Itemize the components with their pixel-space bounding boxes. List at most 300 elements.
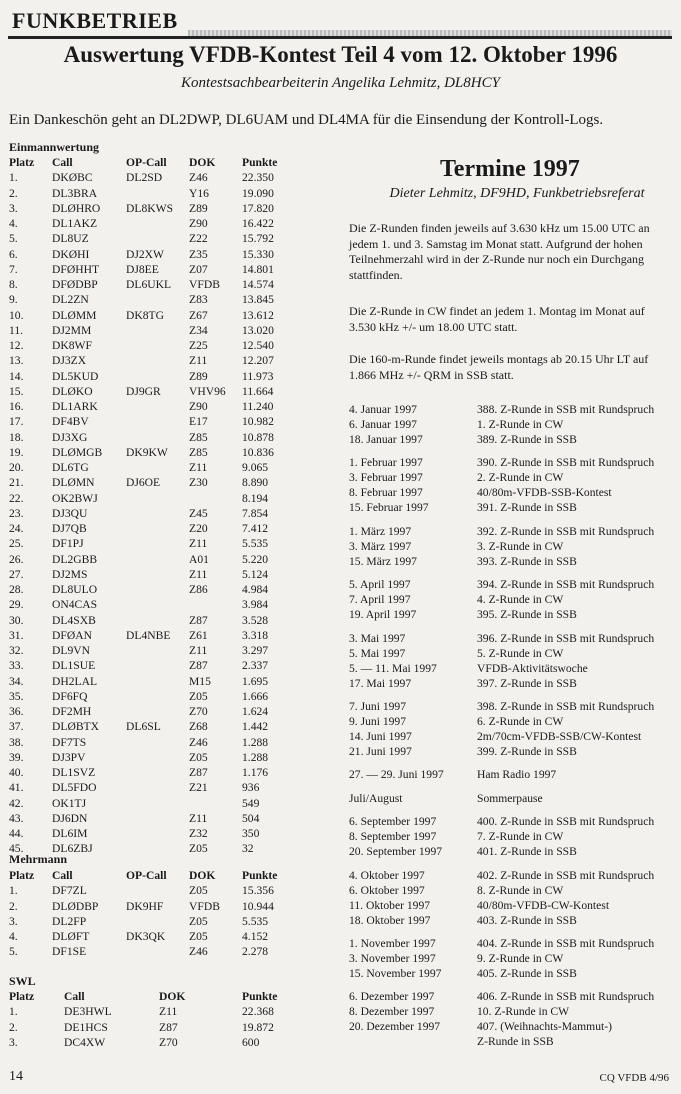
- table-cell: DL9VN: [52, 644, 90, 657]
- table-cell: 3.: [9, 201, 18, 215]
- table-cell: 8.890: [242, 476, 269, 490]
- schedule-date: 20. Dezember 1997: [349, 1020, 441, 1034]
- column-header: DOK: [159, 990, 186, 1003]
- schedule-event: 396. Z-Runde in SSB mit Rundspruch: [477, 631, 655, 645]
- column-header: Call: [52, 156, 73, 169]
- table-cell: Z11: [189, 461, 208, 474]
- schedule-event: 2. Z-Runde in CW: [477, 471, 564, 485]
- table-cell: VFDB: [189, 899, 220, 913]
- table-cell: Z11: [189, 354, 208, 368]
- schedule-date: 5. April 1997: [349, 578, 411, 592]
- table-cell: DJ6DN: [52, 811, 88, 825]
- schedule-event: 8. Z-Runde in CW: [477, 883, 564, 897]
- schedule-date: 6. Dezember 1997: [349, 990, 435, 1004]
- table-cell: DF4BV: [52, 415, 89, 429]
- table-cell: 15.356: [242, 884, 274, 898]
- table-cell: 3.297: [242, 644, 269, 657]
- table-cell: 28.: [9, 583, 24, 596]
- table-cell: Z11: [189, 567, 208, 581]
- table-cell: DJ9GR: [126, 384, 161, 398]
- table-cell: DL1SVZ: [52, 766, 96, 779]
- schedule-event: 389. Z-Runde in SSB: [477, 433, 577, 446]
- table-cell: 3.528: [242, 613, 269, 627]
- table-cell: 40.: [9, 766, 24, 779]
- table-cell: 23.: [9, 506, 24, 520]
- schedule-date: 4. Oktober 1997: [349, 868, 425, 882]
- table-cell: 31.: [9, 628, 24, 642]
- table-cell: Z61: [189, 628, 208, 642]
- table-cell: DJ8EE: [126, 262, 159, 276]
- page-title: Auswertung VFDB-Kontest Teil 4 vom 12. Oktober 1996: [63, 42, 618, 67]
- table-cell: DJ3PV: [52, 750, 86, 764]
- table-cell: 22.368: [242, 1005, 274, 1019]
- table-cell: DLØKO: [52, 384, 93, 398]
- schedule-date: 20. September 1997: [349, 845, 443, 859]
- schedule-date: 27. — 29. Juni 1997: [349, 768, 444, 782]
- intro-text: Ein Dankeschön geht an DL2DWP, DL6UAM und DL4MA für die Einsendung der Kontroll-Logs.: [9, 112, 604, 128]
- table-cell: DK9HF: [126, 899, 164, 913]
- column-header: Platz: [9, 990, 35, 1003]
- table-cell: 3.: [9, 1035, 18, 1049]
- table-cell: DL6UKL: [126, 278, 172, 291]
- table-cell: DK8WF: [52, 339, 92, 352]
- table-cell: DL3BRA: [52, 186, 98, 200]
- table-cell: 12.: [9, 339, 24, 352]
- schedule-date: 18. Januar 1997: [349, 433, 423, 446]
- schedule-event: 6. Z-Runde in CW: [477, 714, 564, 728]
- schedule-event: 40/80m-VFDB-CW-Kontest: [477, 898, 610, 912]
- table-cell: 16.: [9, 400, 24, 413]
- table-cell: 21.: [9, 476, 24, 490]
- table-cell: DL2GBB: [52, 552, 98, 566]
- schedule-date: Juli/August: [349, 791, 403, 805]
- table-cell: Z25: [189, 339, 208, 352]
- table-cell: 4.: [9, 217, 18, 230]
- schedule-event: 394. Z-Runde in SSB mit Rundspruch: [477, 578, 655, 592]
- table-cell: Z20: [189, 522, 208, 535]
- schedule-date: 1. Februar 1997: [349, 456, 423, 470]
- schedule-event: 403. Z-Runde in SSB: [477, 913, 577, 927]
- table-cell: 32.: [9, 644, 24, 657]
- termine-subtitle: Dieter Lehmitz, DF9HD, Funkbetriebsreferat: [389, 186, 645, 201]
- schedule-date: 3. Februar 1997: [349, 471, 423, 485]
- schedule-event: 399. Z-Runde in SSB: [477, 744, 577, 758]
- column-header: Punkte: [242, 990, 278, 1003]
- table-cell: 549: [242, 796, 260, 810]
- table-cell: 12.540: [242, 339, 274, 352]
- table-cell: M15: [189, 674, 211, 688]
- table-cell: 2.: [9, 899, 18, 913]
- table-cell: DLØDBP: [52, 899, 99, 913]
- column-header: DOK: [189, 869, 216, 882]
- table-cell: Z46: [189, 735, 208, 749]
- table-cell: DJ6OE: [126, 476, 161, 490]
- table-cell: 1.666: [242, 689, 269, 703]
- table-cell: DC4XW: [64, 1035, 106, 1049]
- table-cell: Z70: [159, 1035, 178, 1049]
- schedule-event: 398. Z-Runde in SSB mit Rundspruch: [477, 699, 655, 713]
- table-cell: DF1PJ: [52, 537, 84, 551]
- schedule-event: VFDB-Aktivitätswoche: [477, 661, 588, 675]
- schedule-date: 9. Juni 1997: [349, 714, 407, 728]
- table-cell: 9.: [9, 293, 18, 307]
- table-cell: DF2MH: [52, 705, 92, 718]
- table-cell: 41.: [9, 781, 24, 795]
- table-cell: Z05: [189, 750, 208, 764]
- table-cell: 33.: [9, 659, 24, 673]
- table-cell: DE1HCS: [64, 1020, 108, 1034]
- table-cell: 44.: [9, 827, 24, 840]
- table-cell: 1.442: [242, 720, 269, 734]
- schedule-event: Sommerpause: [477, 791, 543, 805]
- table-cell: Z11: [189, 644, 208, 657]
- column-header: Call: [64, 990, 85, 1003]
- table-cell: Z87: [189, 659, 208, 673]
- table-cell: DL8KWS: [126, 201, 174, 215]
- table-cell: Z87: [189, 766, 208, 779]
- table-cell: DL6IM: [52, 827, 88, 840]
- table-cell: VFDB: [189, 278, 220, 291]
- table-cell: 4.152: [242, 930, 269, 943]
- table-cell: DL5FDO: [52, 781, 97, 795]
- table-cell: 8.194: [242, 491, 269, 505]
- schedule-date: 3. November 1997: [349, 951, 436, 965]
- table-cell: 4.984: [242, 583, 269, 596]
- schedule-date: 1. November 1997: [349, 936, 436, 950]
- table-cell: 20.: [9, 461, 24, 474]
- page-subtitle: Kontestsachbearbeiterin Angelika Lehmitz, DL8HCY: [181, 75, 500, 91]
- table-cell: 7.412: [242, 522, 269, 535]
- table-cell: DLØHRO: [52, 201, 101, 215]
- table-cell: 30.: [9, 613, 24, 627]
- table-cell: 600: [242, 1035, 260, 1049]
- table-cell: DL4NBE: [126, 628, 171, 642]
- table-cell: DK3QK: [126, 930, 166, 943]
- table-cell: DLØBTX: [52, 720, 100, 734]
- schedule-event: 391. Z-Runde in SSB: [477, 501, 577, 515]
- table-cell: Z46: [189, 171, 208, 185]
- table-cell: DL1SUE: [52, 659, 96, 673]
- table-cell: Z05: [189, 884, 208, 898]
- table-cell: DL6TG: [52, 461, 89, 474]
- einmann-title: Einmannwertung: [9, 140, 100, 154]
- table-cell: 11.664: [242, 384, 274, 398]
- table-cell: DL1ARK: [52, 400, 98, 413]
- table-cell: DLØFT: [52, 930, 90, 943]
- table-cell: DL6ZBJ: [52, 842, 93, 856]
- schedule-event: 10. Z-Runde in CW: [477, 1005, 570, 1019]
- table-cell: 4.: [9, 930, 18, 943]
- schedule-event: 388. Z-Runde in SSB mit Rundspruch: [477, 403, 655, 416]
- table-cell: OK1TJ: [52, 796, 87, 810]
- table-cell: Z30: [189, 476, 208, 490]
- schedule-date: 19. April 1997: [349, 608, 417, 622]
- table-cell: 5.535: [242, 537, 269, 551]
- table-cell: Z11: [189, 537, 208, 551]
- table-cell: Z32: [189, 827, 208, 840]
- column-header: Punkte: [242, 869, 278, 882]
- table-cell: 17.: [9, 415, 24, 429]
- table-cell: Z21: [189, 781, 208, 795]
- table-cell: 10.: [9, 308, 24, 322]
- table-cell: 43.: [9, 811, 24, 825]
- table-cell: DJ3QU: [52, 506, 88, 520]
- table-cell: 1.: [9, 884, 18, 898]
- table-cell: DFØAN: [52, 628, 92, 642]
- table-cell: 2.: [9, 1020, 18, 1034]
- table-cell: DL2SD: [126, 171, 163, 185]
- schedule-event: 400. Z-Runde in SSB mit Rundspruch: [477, 815, 655, 829]
- table-cell: DL8UZ: [52, 232, 89, 246]
- termine-para-3: Die 160-m-Runde findet jeweils montags ab 20.15 Uhr LT auf 1.866 MHz +/- QRM in SSB statt.: [349, 352, 649, 382]
- table-cell: DL5KUD: [52, 369, 99, 383]
- table-cell: ON4CAS: [52, 598, 98, 612]
- schedule-event: 401. Z-Runde in SSB: [477, 845, 577, 859]
- column-header: Platz: [9, 156, 35, 169]
- table-cell: 1.695: [242, 674, 269, 688]
- table-cell: DL1AKZ: [52, 217, 98, 230]
- table-cell: 13.: [9, 354, 24, 368]
- schedule-event: 40/80m-VFDB-SSB-Kontest: [477, 486, 612, 500]
- schedule-event: 3. Z-Runde in CW: [477, 539, 564, 553]
- table-cell: Z85: [189, 445, 208, 459]
- schedule-event: 395. Z-Runde in SSB: [477, 608, 577, 622]
- schedule-event: 393. Z-Runde in SSB: [477, 554, 577, 568]
- schedule-date: 6. Oktober 1997: [349, 883, 425, 897]
- table-cell: 13.612: [242, 308, 274, 322]
- table-cell: Z83: [189, 293, 208, 307]
- table-cell: 1.: [9, 171, 18, 185]
- schedule-date: 15. November 1997: [349, 966, 442, 980]
- schedule-date: 15. Februar 1997: [349, 501, 429, 515]
- table-cell: E17: [189, 415, 208, 429]
- schedule-event: 5. Z-Runde in CW: [477, 646, 564, 660]
- table-cell: 22.350: [242, 171, 274, 185]
- schedule-event: 405. Z-Runde in SSB: [477, 966, 577, 980]
- table-cell: 11.: [9, 323, 24, 337]
- schedule-date: 18. Oktober 1997: [349, 913, 431, 927]
- table-cell: DF7TS: [52, 735, 87, 749]
- schedule-date: 6. September 1997: [349, 815, 437, 829]
- table-cell: 37.: [9, 720, 24, 734]
- table-cell: 5.: [9, 945, 18, 959]
- table-cell: DF6FQ: [52, 689, 88, 703]
- table-cell: Z07: [189, 262, 208, 276]
- table-cell: Z45: [189, 506, 208, 520]
- column-header: Punkte: [242, 156, 278, 169]
- table-cell: DL2ZN: [52, 293, 89, 307]
- table-cell: 3.984: [242, 598, 269, 612]
- table-cell: 32: [242, 842, 254, 856]
- schedule-date: 5. Mai 1997: [349, 646, 406, 660]
- schedule-date: 6. Januar 1997: [349, 418, 417, 431]
- table-cell: Z85: [189, 430, 208, 444]
- table-cell: 36.: [9, 705, 24, 718]
- schedule-date: 21. Juni 1997: [349, 744, 412, 758]
- table-cell: OK2BWJ: [52, 491, 98, 505]
- schedule-date: 14. Juni 1997: [349, 729, 412, 743]
- table-cell: DJ2XW: [126, 247, 164, 261]
- table-cell: Z46: [189, 945, 208, 959]
- column-header: DOK: [189, 156, 216, 169]
- table-cell: Z35: [189, 247, 208, 261]
- table-cell: 5.: [9, 232, 18, 246]
- table-cell: DL2FP: [52, 914, 87, 928]
- schedule-date: 8. Februar 1997: [349, 486, 423, 500]
- table-cell: 38.: [9, 735, 24, 749]
- table-cell: 10.982: [242, 415, 274, 429]
- table-cell: 9.065: [242, 461, 269, 474]
- table-cell: DLØMGB: [52, 445, 103, 459]
- table-cell: DLØMN: [52, 476, 95, 490]
- table-cell: DL6SL: [126, 720, 161, 734]
- schedule-date: 8. Dezember 1997: [349, 1005, 435, 1019]
- table-cell: 18.: [9, 430, 24, 444]
- schedule-date: 17. Mai 1997: [349, 676, 412, 690]
- section-label: FUNKBETRIEB: [12, 8, 178, 33]
- table-cell: 14.: [9, 369, 24, 383]
- page-number: 14: [9, 1069, 23, 1084]
- table-cell: 1.288: [242, 750, 269, 764]
- table-cell: 15.330: [242, 247, 274, 261]
- table-cell: 3.: [9, 914, 18, 928]
- schedule-event: 406. Z-Runde in SSB mit Rundspruch: [477, 990, 655, 1004]
- table-cell: Z87: [189, 613, 208, 627]
- table-cell: 5.124: [242, 567, 269, 581]
- table-cell: Z05: [189, 842, 208, 856]
- schedule-event: 404. Z-Runde in SSB mit Rundspruch: [477, 936, 655, 950]
- schedule-event: 1. Z-Runde in CW: [477, 418, 564, 431]
- table-cell: DJ2MM: [52, 323, 92, 337]
- table-cell: 1.: [9, 1005, 18, 1019]
- schedule-event: 7. Z-Runde in CW: [477, 830, 564, 844]
- table-cell: DJ7QB: [52, 522, 87, 535]
- table-cell: 5.535: [242, 914, 269, 928]
- table-cell: DKØHI: [52, 247, 90, 261]
- table-cell: 1.288: [242, 735, 269, 749]
- schedule-date: 1. März 1997: [349, 524, 412, 538]
- table-cell: Y16: [189, 186, 209, 200]
- table-cell: 936: [242, 781, 260, 795]
- schedule-event: 390. Z-Runde in SSB mit Rundspruch: [477, 456, 655, 470]
- table-cell: VHV96: [189, 384, 226, 398]
- schedule-date: 3. März 1997: [349, 539, 412, 553]
- table-cell: 10.836: [242, 445, 274, 459]
- table-cell: DK8TG: [126, 308, 164, 322]
- table-cell: 5.220: [242, 552, 269, 566]
- table-cell: 35.: [9, 689, 24, 703]
- table-cell: DJ3XG: [52, 430, 88, 444]
- table-cell: DKØBC: [52, 171, 93, 185]
- swl-title: SWL: [9, 974, 36, 988]
- schedule-date: 15. März 1997: [349, 554, 417, 568]
- table-cell: Z90: [189, 400, 208, 413]
- table-cell: 3.318: [242, 628, 269, 642]
- column-header: Call: [52, 869, 73, 882]
- schedule-date: 8. September 1997: [349, 830, 437, 844]
- table-cell: 10.944: [242, 899, 274, 913]
- schedule-date: 5. — 11. Mai 1997: [349, 661, 437, 675]
- table-cell: DJ2MS: [52, 567, 88, 581]
- table-cell: DF1SE: [52, 945, 87, 959]
- table-cell: 6.: [9, 247, 18, 261]
- table-cell: Z68: [189, 720, 208, 734]
- table-cell: Z86: [189, 583, 208, 596]
- table-cell: DFØHHT: [52, 262, 100, 276]
- table-cell: Z11: [189, 811, 208, 825]
- table-cell: 17.820: [242, 201, 274, 215]
- table-cell: DH2LAL: [52, 674, 98, 688]
- table-cell: 25.: [9, 537, 24, 551]
- column-header: OP-Call: [126, 156, 167, 169]
- table-cell: 42.: [9, 796, 24, 810]
- table-cell: DLØMM: [52, 308, 97, 322]
- table-cell: 13.020: [242, 323, 274, 337]
- table-cell: 24.: [9, 522, 24, 535]
- table-cell: 22.: [9, 491, 24, 505]
- schedule-date: 3. Mai 1997: [349, 631, 406, 645]
- table-cell: 39.: [9, 750, 24, 764]
- schedule-event: 402. Z-Runde in SSB mit Rundspruch: [477, 868, 655, 882]
- schedule-event: 2m/70cm-VFDB-SSB/CW-Kontest: [477, 729, 642, 743]
- table-cell: DL8ULO: [52, 583, 98, 596]
- section-header: [8, 6, 672, 39]
- table-cell: 14.574: [242, 278, 274, 291]
- table-cell: 11.973: [242, 369, 274, 383]
- schedule-event: Ham Radio 1997: [477, 768, 557, 782]
- table-cell: Z70: [189, 705, 208, 718]
- schedule-event: 407. (Weihnachts-Mammut-): [477, 1020, 612, 1034]
- schedule-event: 397. Z-Runde in SSB: [477, 676, 577, 690]
- column-header: OP-Call: [126, 869, 167, 882]
- termine-para-1: Die Z-Runden finden jeweils auf 3.630 kHz um 15.00 UTC an jedem 1. und 3. Samstag im Monat statt. Aufgrund der hohen Teilnehmerzahl wird in der Z-Runde nur noch ein Durchgang stattfinden.: [349, 221, 650, 282]
- issue-label: CQ VFDB 4/96: [599, 1072, 669, 1084]
- table-cell: 19.090: [242, 186, 274, 200]
- table-cell: 11.240: [242, 400, 274, 413]
- table-cell: 7.: [9, 262, 18, 276]
- table-cell: 27.: [9, 567, 24, 581]
- termine-para-2: Die Z-Runde in CW findet an jedem 1. Montag im Monat auf 3.530 kHz +/- um 18.00 UTC statt.: [349, 304, 645, 334]
- schedule-event: 9. Z-Runde in CW: [477, 951, 564, 965]
- table-cell: 34.: [9, 674, 24, 688]
- schedule-event: Z-Runde in SSB: [477, 1035, 554, 1049]
- table-cell: DF7ZL: [52, 884, 87, 898]
- table-cell: DFØDBP: [52, 278, 98, 291]
- table-cell: 350: [242, 827, 260, 840]
- table-cell: Z89: [189, 201, 208, 215]
- table-cell: 15.792: [242, 232, 274, 246]
- table-cell: 26.: [9, 552, 24, 566]
- table-cell: DL4SXB: [52, 613, 96, 627]
- table-cell: 7.854: [242, 506, 269, 520]
- schedule-date: 11. Oktober 1997: [349, 898, 431, 912]
- table-cell: 1.176: [242, 766, 269, 779]
- table-cell: DE3HWL: [64, 1005, 112, 1019]
- table-cell: 19.: [9, 445, 24, 459]
- table-cell: Z22: [189, 232, 208, 246]
- table-cell: 15.: [9, 384, 24, 398]
- table-cell: 16.422: [242, 217, 274, 230]
- table-cell: 2.278: [242, 945, 269, 959]
- schedule-date: 4. Januar 1997: [349, 403, 417, 416]
- table-cell: 13.845: [242, 293, 274, 307]
- termine-title: Termine 1997: [440, 156, 580, 182]
- table-cell: DK9KW: [126, 445, 168, 459]
- table-cell: 504: [242, 811, 260, 825]
- table-cell: 8.: [9, 278, 18, 291]
- header-shade: [188, 30, 672, 36]
- table-cell: 1.624: [242, 705, 269, 718]
